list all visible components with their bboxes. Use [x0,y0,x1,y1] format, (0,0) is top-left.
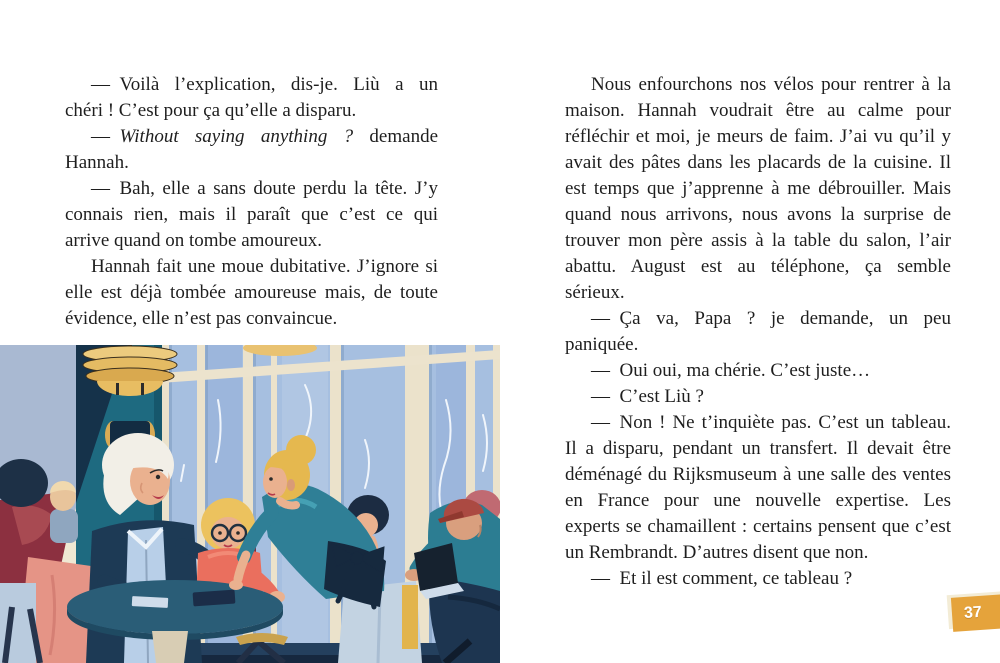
paragraph-text: — Non ! Ne t’inquiète pas. C’est un tableau. Il a disparu, pendant un transfert. Il devait être déménagé du Rijksmuseum à une salle des ventes en France pour une nouvelle expertise. Les experts se chamaillent : certains pensent que c’est un Rembrandt. D’autres disent que non. [565,412,951,563]
paragraph [565,410,951,566]
paragraph [565,72,951,306]
paragraph [65,176,438,254]
paragraph [565,306,951,358]
paragraph-text: — C’est Liù ? [591,386,704,407]
paragraph [65,124,438,176]
paragraph-text: — Bah, elle a sans doute perdu la tête. J’y connais rien, mais il paraît que c’est ce qui arrive quand on tombe amoureux. [65,178,438,251]
paragraph-text: — Et il est comment, ce tableau ? [591,568,853,589]
cafe-illustration-svg [0,345,500,663]
tablet [193,590,236,607]
paragraph [565,384,951,410]
paragraph-text: demande Hannah. [65,126,439,173]
cafe-illustration [0,345,500,663]
paragraph [65,254,438,332]
page-number-badge [951,594,1000,632]
paragraph-text: — Ça va, Papa ? je demande, un peu paniquée. [565,308,951,355]
paragraph-text: Hannah fait une moue dubitative. J’ignore si elle est déjà tombée amoureuse mais, de toute évidence, elle n’est pas convaincue. [65,256,438,329]
customer-blond-background [50,481,78,543]
paragraph-text: — Voilà l’explication, dis-je. Liù a un chéri ! C’est pour ça qu’elle a disparu. [65,74,438,121]
paper [132,596,168,608]
paragraph-text: — [91,126,120,147]
paragraph [65,72,438,124]
paragraph [565,566,951,592]
paragraph-text-italic: Without saying anything ? [119,126,354,147]
left-page-text [65,72,438,332]
right-page-text [565,72,951,592]
paragraph-text: Nous enfourchons nos vélos pour rentrer à la maison. Hannah voudrait être au calme pour réfléchir et moi, je meurs de faim. J’ai vu qu’il y avait des pâtes dans les placards de la cuisine. Il est temps que j’apprenne à me débrouiller. Mais quand nous arrivons, nous avons la surprise de trouver mon père assis à la table du salon, l’air abattu. August est au téléphone, ça semble sérieux. [565,74,951,303]
paragraph-text: — Oui oui, ma chérie. C’est juste… [591,360,871,381]
paragraph [565,358,951,384]
page-number: 37 [963,603,983,623]
